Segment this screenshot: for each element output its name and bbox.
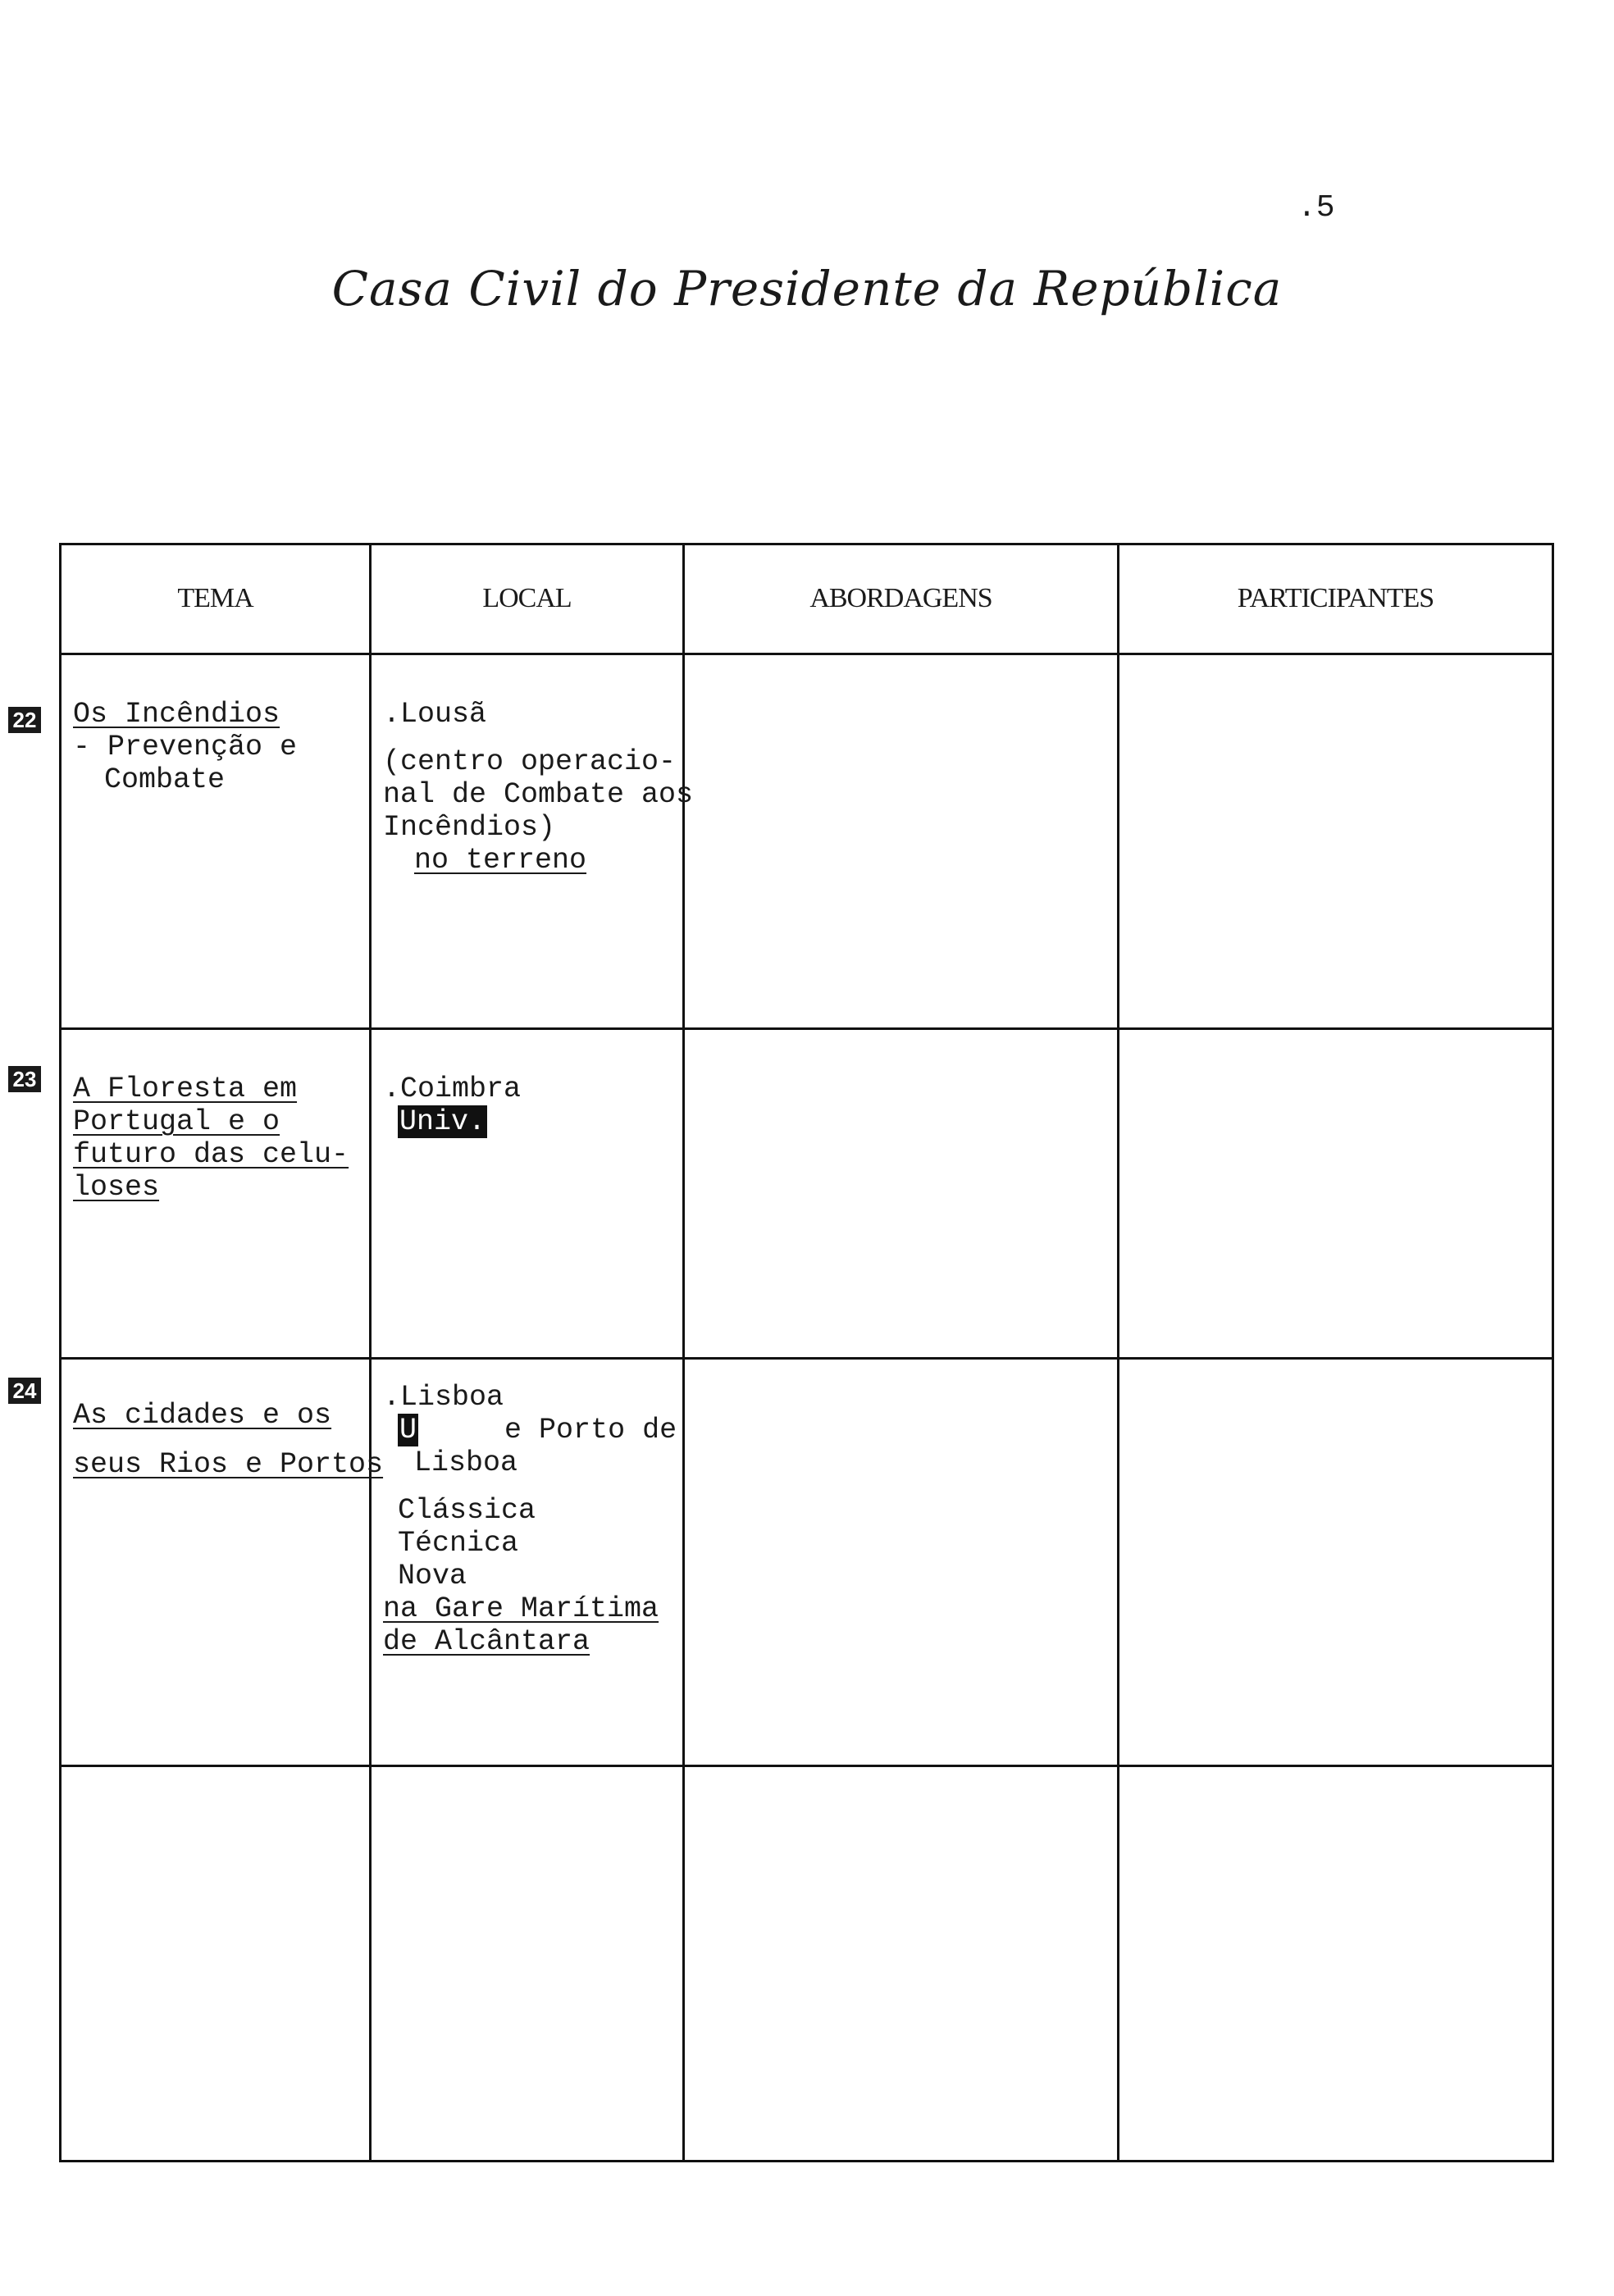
abordagens-cell — [684, 654, 1119, 1028]
tema-cell — [61, 654, 371, 1028]
redacted-label: Univ. — [399, 1105, 486, 1138]
local-cell — [371, 1358, 684, 1765]
participantes-cell — [1119, 1765, 1553, 2161]
local-cell — [371, 1028, 684, 1358]
local-line: Clássica — [398, 1493, 536, 1527]
tema-line: - Prevenção e — [73, 730, 298, 763]
local-line: .Lousã — [383, 697, 487, 731]
abordagens-cell — [684, 1765, 1119, 2161]
tema-cell — [61, 1358, 384, 1765]
participantes-cell — [1119, 1358, 1553, 1765]
tema-line: As cidades e os — [73, 1398, 332, 1432]
header-row — [61, 544, 1553, 654]
header-abordagens: ABORDAGENS — [684, 544, 1119, 654]
local-line: .Coimbra — [383, 1072, 522, 1105]
tema-line: loses — [73, 1170, 160, 1204]
local-line: Nova — [398, 1559, 467, 1592]
local-line: Técnica — [398, 1526, 519, 1560]
tema-line: Os Incêndios — [73, 697, 280, 731]
local-line: Lisboa — [414, 1446, 518, 1479]
header-tema: TEMA — [61, 544, 371, 654]
local-line: no terreno — [414, 843, 587, 877]
local-line: .Lisboa — [383, 1380, 504, 1414]
row-marker-23: 23 — [8, 1066, 41, 1092]
local-cell — [371, 1765, 684, 2161]
table-row — [61, 1765, 1553, 2161]
local-line: de Alcântara — [383, 1624, 590, 1658]
header-participantes: PARTICIPANTES — [1119, 544, 1553, 654]
tema-cell — [61, 1765, 371, 2161]
tema-line: A Floresta em — [73, 1072, 298, 1105]
local-line: Incêndios) — [383, 810, 556, 844]
page-number: .5 — [1297, 190, 1335, 226]
local-cell — [371, 654, 694, 1028]
row-marker-22: 22 — [8, 707, 41, 733]
program-table — [59, 543, 1554, 2162]
row-marker-24: 24 — [8, 1378, 41, 1404]
table-row — [61, 1028, 1553, 1358]
letterhead: Casa Civil do Presidente da República — [331, 261, 1283, 317]
table-row — [61, 1358, 1553, 1765]
participantes-cell — [1119, 1028, 1553, 1358]
header-local: LOCAL — [371, 544, 684, 654]
table-row — [61, 654, 1553, 1028]
tema-cell — [61, 1028, 371, 1358]
tema-line: seus Rios e Portos — [73, 1447, 384, 1481]
participantes-cell — [1119, 654, 1553, 1028]
local-line: nal de Combate aos — [383, 777, 694, 811]
local-line: (centro operacio- — [383, 745, 677, 778]
local-line: e Porto de — [504, 1413, 677, 1446]
local-line: na Gare Marítima — [383, 1592, 659, 1625]
abordagens-cell — [684, 1028, 1119, 1358]
tema-line: Combate — [104, 763, 226, 796]
abordagens-cell — [684, 1358, 1119, 1765]
redacted-block: U — [399, 1413, 417, 1446]
tema-line: Portugal e o — [73, 1105, 280, 1138]
tema-line: futuro das celu- — [73, 1137, 349, 1171]
